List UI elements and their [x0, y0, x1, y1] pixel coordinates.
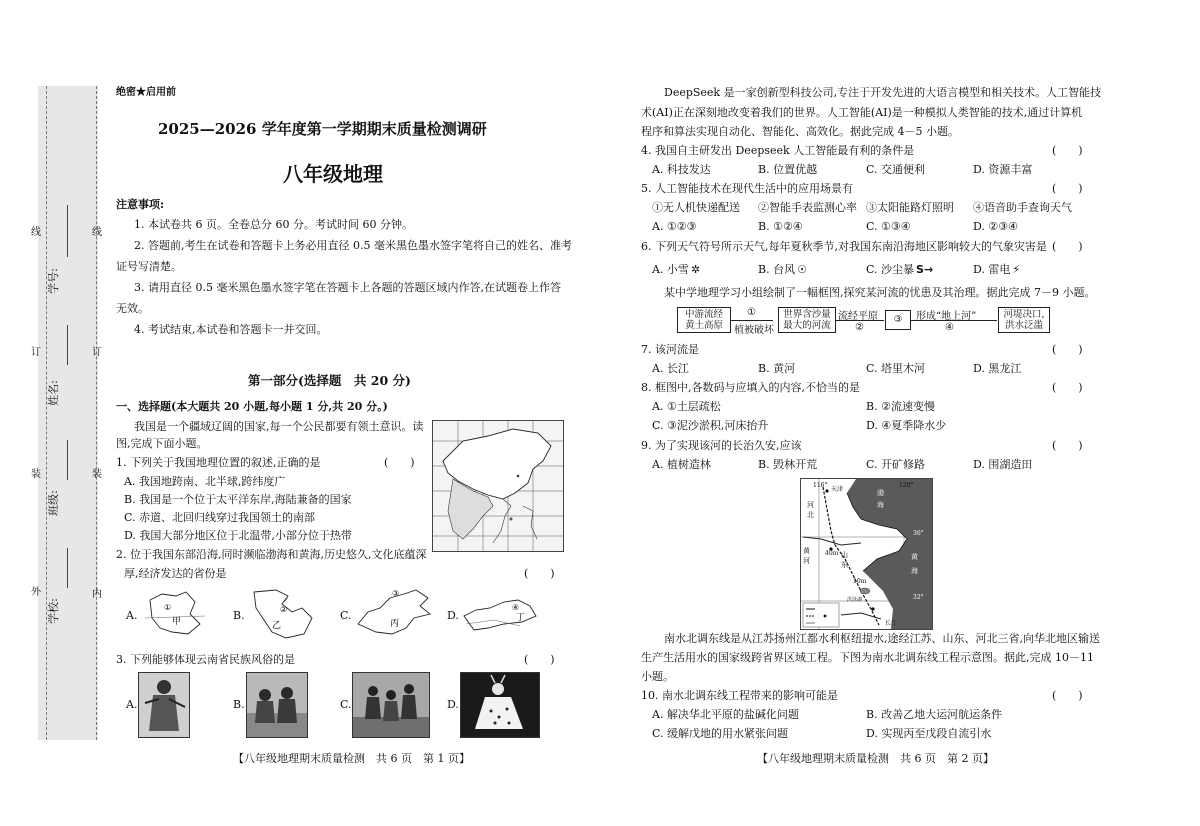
map2-place: 渤	[877, 489, 884, 497]
q2-option-d-map[interactable]	[460, 586, 540, 642]
q8-option-b[interactable]: B. ②流速变慢	[866, 400, 935, 413]
q2-option-c-map[interactable]	[354, 584, 438, 640]
q2-map-label: 甲	[172, 617, 182, 627]
notice-line: 3. 请用直径 0.5 毫米黑色墨水签字笔在答题卡上各题的答题区域内作答,在试题卷上作答	[134, 281, 561, 294]
q3-option-d-photo[interactable]	[460, 672, 540, 738]
q4-stem: 4. 我国自主研发出 Deepseek 人工智能最有利的条件是	[641, 144, 915, 157]
school-field-line[interactable]	[67, 548, 68, 588]
q10-option-d[interactable]: D. 实现丙至戊段自流引水	[866, 727, 992, 740]
q5-item: ③太阳能路灯照明	[866, 201, 954, 214]
q2-map-label: 丁	[516, 613, 526, 623]
q5-item: ①无人机快递配送	[652, 201, 740, 214]
q3-option-a-photo[interactable]	[138, 672, 190, 738]
q2-stem-line: 2. 位于我国东部沿海,同时濒临渤海和黄海,历史悠久,文化底蕴深	[116, 548, 427, 561]
q8-answer-bracket[interactable]: ( )	[1052, 381, 1083, 394]
q1-option-b[interactable]: B. 我国是一个位于太平洋东岸,海陆兼备的国家	[124, 493, 352, 506]
map2-place: 黄	[911, 553, 918, 561]
thunder-icon: ⚡	[1012, 263, 1021, 276]
map2-place: 北	[807, 511, 814, 519]
q10-answer-bracket[interactable]: ( )	[1052, 689, 1083, 702]
q3-stem: 3. 下列能够体现云南省民族风俗的是	[116, 653, 295, 666]
q1-intro-line: 我国是一个疆域辽阔的国家,每一个公民都要有领土意识。读	[134, 420, 424, 433]
exam-title: 2025—2026 学年度第一学期期末质量检测调研	[158, 120, 487, 138]
q2-option-d-letter[interactable]: D.	[447, 609, 459, 622]
notice-title: 注意事项:	[116, 198, 165, 211]
q10-option-c[interactable]: C. 缓解戊地的用水紧张问题	[652, 727, 789, 740]
q6-option-c[interactable]	[866, 263, 933, 277]
q3-option-c-photo[interactable]	[352, 672, 430, 738]
map2-place: 长江	[885, 620, 898, 627]
q2-option-a-letter[interactable]: A.	[126, 609, 138, 622]
q5-option-d[interactable]: D. ②③④	[973, 220, 1019, 233]
q9-option-b[interactable]: B. 毁林开荒	[758, 458, 818, 471]
q1-option-d[interactable]: D. 我国大部分地区位于北温带,小部分位于热带	[124, 529, 352, 542]
q6-option-b[interactable]	[758, 263, 807, 277]
q6-option-a-label: A. 小雪	[652, 263, 689, 276]
flow-num-2: ②	[855, 322, 864, 333]
flow-num-4: ④	[945, 322, 954, 333]
q5-option-a[interactable]: A. ①②③	[652, 220, 697, 233]
water-intro-line: 生产生活用水的国家级跨省界区域工程。下图为南水北调东线工程示意图。据此,完成 10－11	[641, 651, 1094, 664]
typhoon-icon: ☉	[797, 263, 807, 276]
q7-stem: 7. 该河流是	[641, 343, 699, 356]
q5-answer-bracket[interactable]: ( )	[1052, 182, 1083, 195]
q8-option-a[interactable]: A. ①土层疏松	[652, 400, 721, 413]
flow-label-1: 植被破坏	[734, 325, 774, 336]
map2-lon-label: 120°	[899, 482, 914, 489]
q4-option-b[interactable]: B. 位置优越	[758, 163, 818, 176]
q2-map-circle: ④	[512, 603, 520, 612]
part-title: 第一部分(选择题 共 20 分)	[248, 373, 411, 388]
q4-option-a[interactable]: A. 科技发达	[652, 163, 711, 176]
q2-map-label: 丙	[390, 619, 400, 629]
q7-option-d[interactable]: D. 黑龙江	[973, 362, 1022, 375]
q7-option-c[interactable]: C. 塔里木河	[866, 362, 926, 375]
q3-option-a-letter[interactable]: A.	[126, 698, 138, 711]
q2-map-label: 乙	[272, 621, 282, 631]
map2-lon-label: 116°	[813, 482, 828, 489]
q7-option-b[interactable]: B. 黄河	[758, 362, 796, 375]
ai-intro-line: 程序和算法实现自动化、智能化、高效化。据此完成 4－5 小题。	[641, 125, 959, 138]
q1-option-a[interactable]: A. 我国地跨南、北半球,跨纬度广	[124, 475, 286, 488]
q2-map-circle: ③	[392, 589, 400, 598]
q3-option-c-letter[interactable]: C.	[340, 698, 352, 711]
notice-line: 无效。	[116, 302, 149, 315]
ai-intro-line: 术(AI)正在深刻地改变着我们的世界。人工智能(AI)是一种模拟人类智能的技术,通过计算机	[641, 106, 1083, 119]
q3-option-b-letter[interactable]: B.	[233, 698, 245, 711]
q8-option-c[interactable]: C. ③泥沙淤积,河床抬升	[652, 419, 769, 432]
flow-box-2: 世界含沙量 最大的河流	[778, 307, 836, 333]
flow-box-3: ③	[885, 310, 911, 330]
page1-footer: 【八年级地理期末质量检测 共 6 页 第 1 页】	[233, 752, 470, 765]
q2-option-c-letter[interactable]: C.	[340, 609, 352, 622]
binding-inner-line	[96, 86, 97, 740]
secret-label: 绝密★启用前	[116, 87, 176, 98]
name-field-label: 姓名:	[46, 380, 60, 406]
binding-outer-line	[46, 86, 47, 740]
school-field-label: 学校:	[46, 598, 60, 624]
q5-stem: 5. 人工智能技术在现代生活中的应用场景有	[641, 182, 853, 195]
q9-option-d[interactable]: D. 围湖造田	[973, 458, 1033, 471]
q2-option-b-map[interactable]	[246, 586, 318, 642]
strip-outer-label: 外	[31, 587, 41, 598]
q1-stem: 1. 下列关于我国地理位置的叙述,正确的是	[116, 456, 321, 469]
q4-option-d[interactable]: D. 资源丰富	[973, 163, 1033, 176]
q2-map-circle: ①	[164, 603, 172, 612]
q8-stem: 8. 框图中,各数码与应填入的内容,不恰当的是	[641, 381, 860, 394]
strip-inner-label: 装	[92, 469, 102, 480]
water-intro-line: 南水北调东线是从江苏扬州江都水利枢纽提水,途经江苏、山东、河北三省,向华北地区输送	[664, 632, 1100, 645]
q5-option-b[interactable]: B. ①②④	[758, 220, 803, 233]
map2-place: 河	[807, 501, 814, 509]
student-id-field-line[interactable]	[67, 205, 68, 257]
q1-intro-line: 图,完成下面小题。	[116, 437, 208, 450]
q8-option-d[interactable]: D. ④夏季降水少	[866, 419, 947, 432]
q5-item: ②智能手表监测心率	[758, 201, 857, 214]
q9-option-a[interactable]: A. 植树造林	[652, 458, 711, 471]
q6-option-c-label: C. 沙尘暴	[866, 263, 915, 276]
china-map-image	[432, 420, 564, 552]
water-intro-line: 小题。	[641, 670, 674, 683]
notice-line: 4. 考试结束,本试卷和答题卡一并交回。	[134, 323, 328, 336]
q3-option-b-photo[interactable]	[246, 672, 308, 738]
q2-option-b-letter[interactable]: B.	[233, 609, 245, 622]
q6-stem: 6. 下列天气符号所示天气,每年夏秋季节,对我国东南沿海地区影响较大的气象灾害是	[641, 240, 1047, 253]
water-transfer-map	[800, 478, 933, 630]
q2-option-a-map[interactable]	[140, 588, 210, 640]
q7-option-a[interactable]: A. 长江	[652, 362, 689, 375]
q3-option-d-letter[interactable]: D.	[447, 698, 459, 711]
map2-place: 天津	[831, 486, 844, 493]
q6-option-b-label: B. 台风	[758, 263, 796, 276]
q4-answer-bracket[interactable]: ( )	[1052, 144, 1083, 157]
notice-line: 证号写清楚。	[116, 260, 182, 273]
q7-answer-bracket[interactable]: ( )	[1052, 343, 1083, 356]
class-field-label: 班级:	[46, 490, 60, 516]
q10-option-a[interactable]: A. 解决华北平原的盐碱化问题	[652, 708, 799, 721]
q6-answer-bracket[interactable]: ( )	[1052, 240, 1083, 253]
q6-option-d[interactable]	[973, 263, 1020, 277]
map2-lat-label: 32°	[913, 594, 924, 601]
q10-stem: 10. 南水北调东线工程带来的影响可能是	[641, 689, 838, 702]
map2-place: 10m	[853, 578, 867, 585]
page2-footer: 【八年级地理期末质量检测 共 6 页 第 2 页】	[757, 752, 994, 765]
snow-icon: ✲	[690, 263, 701, 276]
strip-inner-label: 内	[92, 589, 102, 600]
q5-item: ④语音助手查询天气	[973, 201, 1072, 214]
notice-line: 1. 本试卷共 6 页。全卷总分 60 分。考试时间 60 分钟。	[134, 218, 413, 231]
q2-answer-bracket[interactable]: ( )	[524, 567, 555, 580]
binding-strip	[38, 86, 98, 740]
strip-outer-label: 订	[31, 347, 41, 358]
strip-inner-label: 线	[92, 227, 102, 238]
strip-outer-label: 装	[31, 469, 41, 480]
map2-place: 河	[803, 557, 810, 565]
class-field-line[interactable]	[67, 440, 68, 480]
q6-option-a[interactable]	[652, 263, 700, 277]
river-intro: 某中学地理学习小组绘制了一幅框图,探究某河流的忧患及其治理。据此完成 7－9 小题。	[664, 286, 1096, 299]
q10-option-b[interactable]: B. 改善乙地大运河航运条件	[866, 708, 1003, 721]
map2-place: 黄	[803, 547, 810, 555]
flow-box-5: 河堤决口, 洪水泛滥	[998, 307, 1050, 333]
q1-answer-bracket[interactable]: ( )	[384, 456, 415, 469]
name-field-line[interactable]	[67, 325, 68, 365]
q4-option-c[interactable]: C. 交通便利	[866, 163, 926, 176]
q5-option-c[interactable]: C. ①③④	[866, 220, 911, 233]
map2-place: 海	[877, 501, 884, 509]
q3-answer-bracket[interactable]: ( )	[524, 653, 555, 666]
q9-answer-bracket[interactable]: ( )	[1052, 439, 1083, 452]
map2-place: 40m	[825, 550, 839, 557]
section-title: 一、选择题(本大题共 20 小题,每小题 1 分,共 20 分。)	[116, 400, 388, 413]
flow-label-3: 形成“地上河”	[916, 311, 977, 322]
q2-stem-line: 厚,经济发达的省份是	[124, 567, 227, 580]
strip-inner-label: 订	[92, 347, 102, 358]
q2-map-circle: ②	[280, 605, 288, 614]
map2-lat-label: 36°	[913, 530, 924, 537]
notice-line: 2. 答题前,考生在试卷和答题卡上务必用直径 0.5 毫米黑色墨水签字笔将自己的姓名、准考	[134, 239, 572, 252]
map2-place: 东	[841, 561, 848, 569]
flow-num-1: ①	[747, 307, 756, 318]
q9-stem: 9. 为了实现该河的长治久安,应该	[641, 439, 802, 452]
subject-title: 八年级地理	[283, 162, 383, 186]
q1-option-c[interactable]: C. 赤道、北回归线穿过我国领土的南部	[124, 511, 316, 524]
student-id-field-label: 学号:	[46, 268, 60, 294]
sandstorm-icon: S→	[916, 263, 934, 276]
map2-place: 海	[911, 567, 918, 575]
q9-option-c[interactable]: C. 开矿修路	[866, 458, 926, 471]
map2-place: 山	[841, 551, 848, 559]
flow-label-2: 流经平原	[838, 311, 878, 322]
ai-intro-line: DeepSeek 是一家创新型科技公司,专注于开发先进的大语言模型和相关技术。人工智能技	[664, 86, 1102, 99]
flow-box-1: 中游流经 黄土高原	[677, 307, 731, 333]
strip-outer-label: 线	[31, 227, 41, 238]
q6-option-d-label: D. 雷电	[973, 263, 1011, 276]
map2-place: 洪泽湖	[847, 597, 863, 603]
